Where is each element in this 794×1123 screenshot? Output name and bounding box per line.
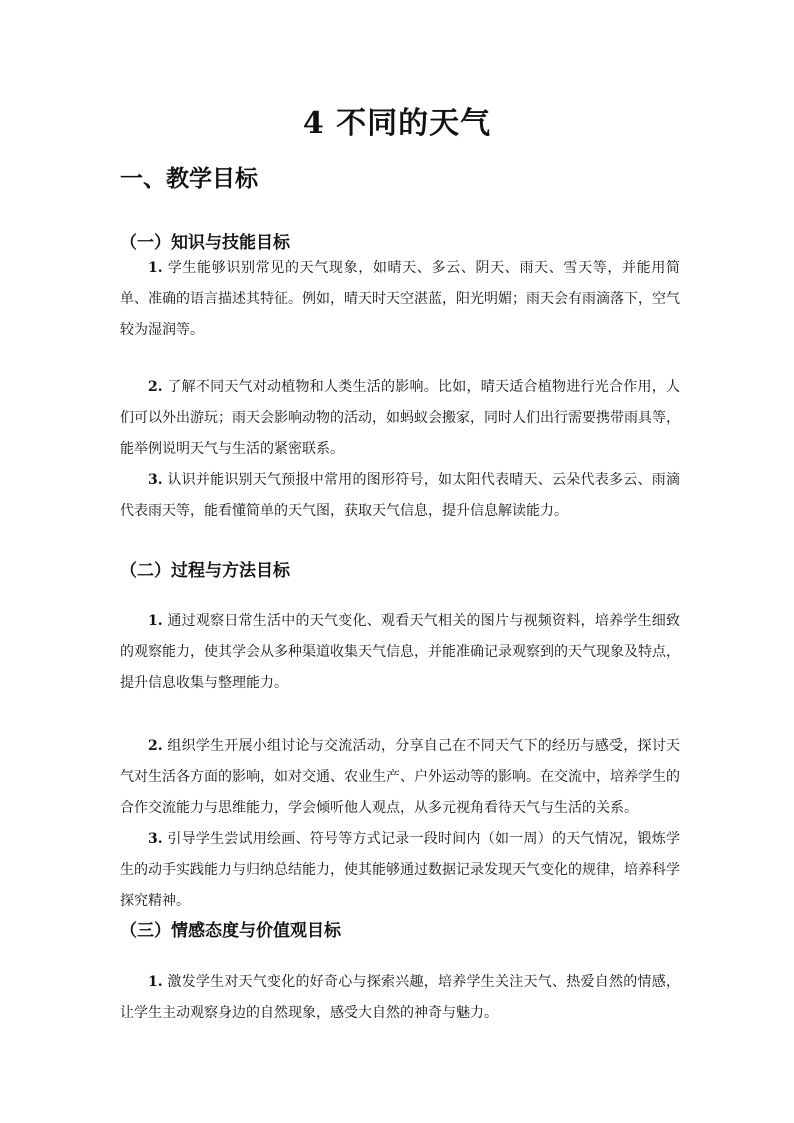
paragraph [120, 465, 680, 527]
paragraph [120, 967, 680, 1029]
paragraph [120, 824, 680, 917]
subheading-process-methods: （二）过程与方法目标 [120, 561, 290, 581]
item-text: 学生能够识别常见的天气现象，如晴天、多云、阴天、雨天、雪天等，并能用简单、准确的语言描述其特征。例如，晴天时天空湛蓝，阳光明媚；雨天会有雨滴落下，空气较为湿润等。 [120, 260, 680, 338]
item-text: 认识并能识别天气预报中常用的图形符号，如太阳代表晴天、云朵代表多云、雨滴代表雨天等，能看懂简单的天气图，获取天气信息，提升信息解读能力。 [120, 472, 680, 519]
item-text: 组织学生开展小组讨论与交流活动，分享自己在不同天气下的经历与感受，探讨天气对生活各方面的影响，如对交通、农业生产、户外运动等的影响。在交流中，培养学生的合作交流能力与思维能力，学会倾听他人观点，从多元视角看待天气与生活的关系。 [120, 738, 680, 816]
item-number: 3. [148, 831, 163, 847]
section-heading-teaching-goals: 一、教学目标 [120, 165, 258, 192]
subheading-knowledge-skills: （一）知识与技能目标 [120, 233, 290, 253]
paragraph [120, 372, 680, 465]
paragraph [120, 731, 680, 824]
item-text: 了解不同天气对动植物和人类生活的影响。比如，晴天适合植物进行光合作用，人们可以外出游玩；雨天会影响动物的活动，如蚂蚁会搬家，同时人们出行需要携带雨具等，能举例说明天气与生活的紧密联系。 [120, 379, 680, 457]
paragraph [120, 606, 680, 699]
item-text: 通过观察日常生活中的天气变化、观看天气相关的图片与视频资料，培养学生细致的观察能力，使其学会从多种渠道收集天气信息，并能准确记录观察到的天气现象及特点，提升信息收集与整理能力。 [120, 613, 680, 691]
document-title: 4 不同的天气 [302, 106, 492, 141]
item-number: 2. [148, 379, 163, 395]
item-number: 3. [148, 472, 163, 488]
item-number: 1. [148, 974, 163, 990]
paragraph [120, 253, 680, 346]
item-number: 1. [148, 260, 163, 276]
item-text: 引导学生尝试用绘画、符号等方式记录一段时间内（如一周）的天气情况，锻炼学生的动手实践能力与归纳总结能力，使其能够通过数据记录发现天气变化的规律，培养科学探究精神。 [120, 831, 680, 909]
item-number: 2. [148, 738, 163, 754]
item-number: 1. [148, 613, 163, 629]
item-text: 激发学生对天气变化的好奇心与探索兴趣，培养学生关注天气、热爱自然的情感，让学生主动观察身边的自然现象，感受大自然的神奇与魅力。 [120, 974, 680, 1021]
subheading-emotion-values: （三）情感态度与价值观目标 [120, 921, 341, 941]
